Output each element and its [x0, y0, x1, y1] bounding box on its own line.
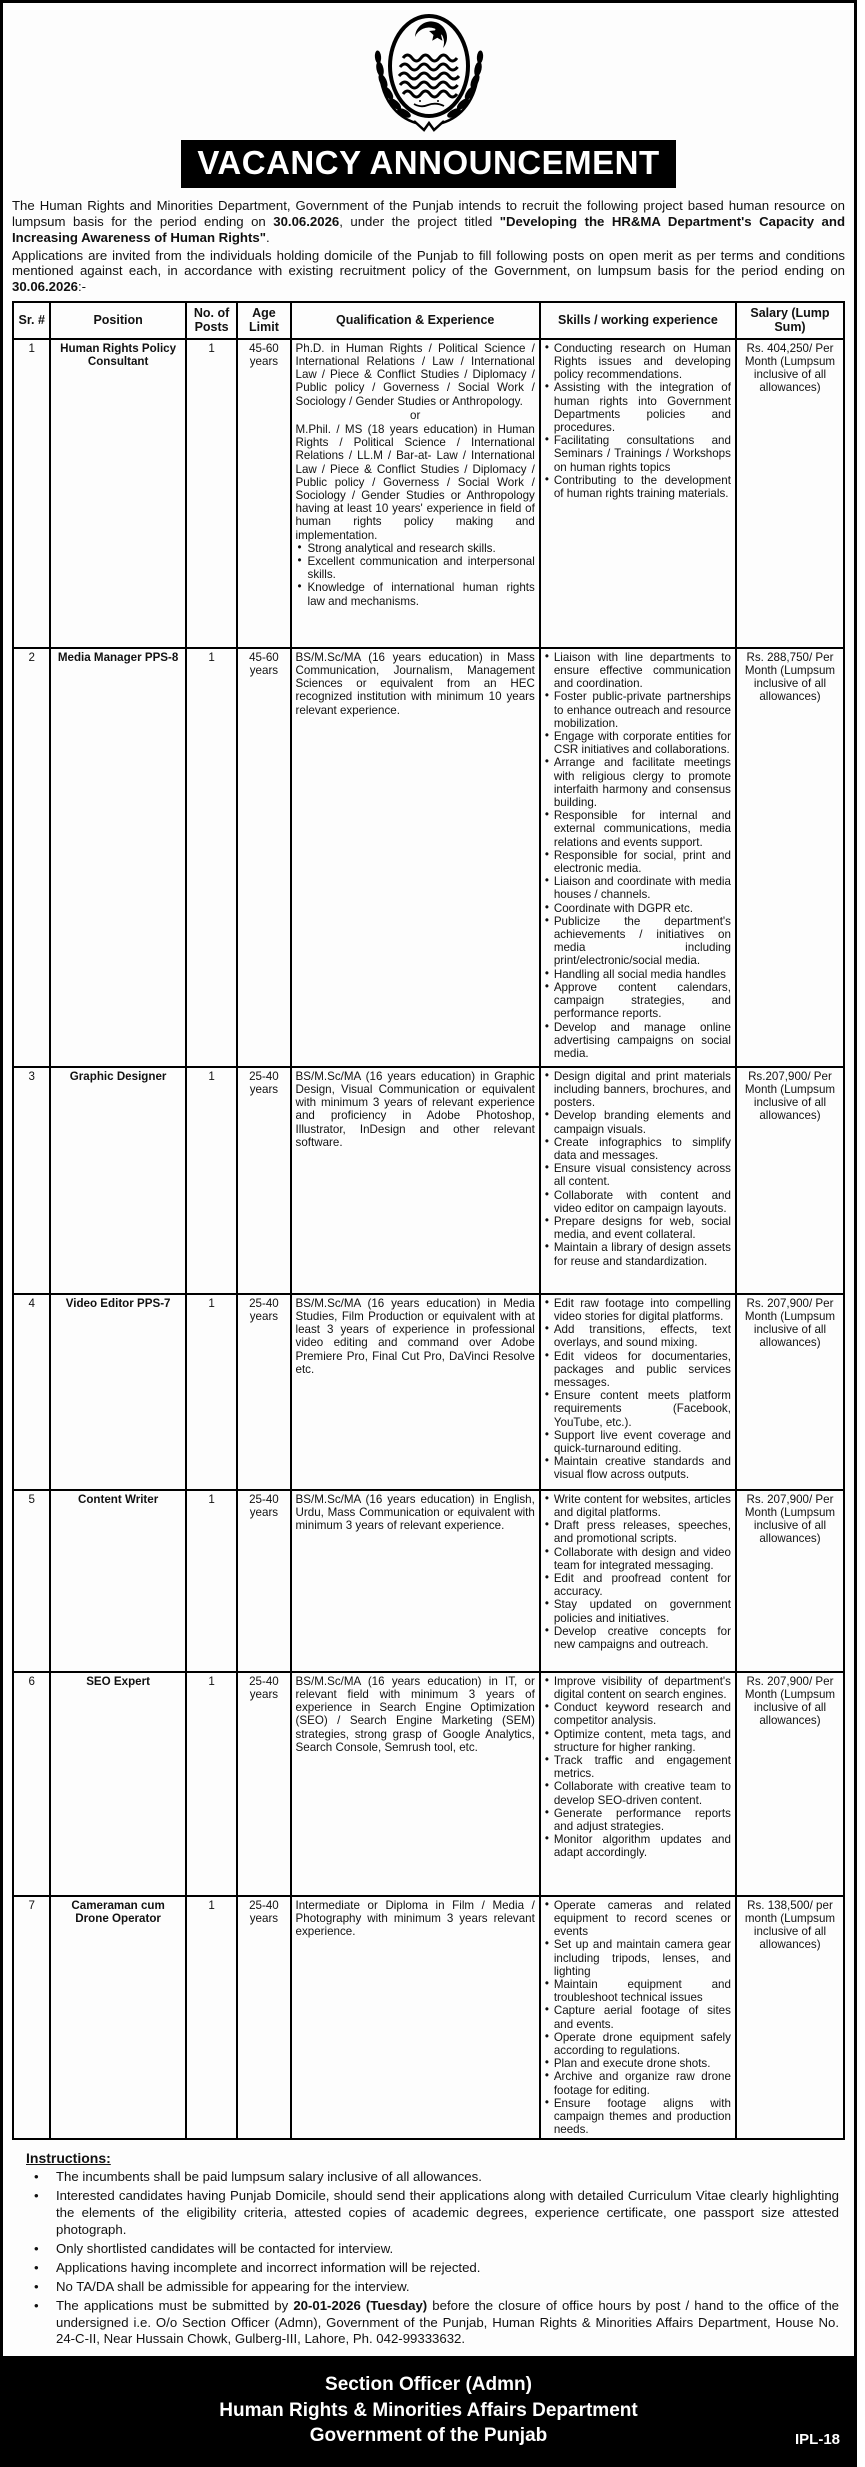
skill-bullet: • Generate performance reports and adjust strategies. [545, 1807, 731, 1833]
skill-bullet: • Monitor algorithm updates and adapt accordingly. [545, 1833, 731, 1859]
skills-list [545, 342, 731, 500]
skill-bullet: • Engage with corporate entities for CSR initiatives and collaborations. [545, 730, 731, 756]
skill-bullet: • Archive and organize raw drone footage for editing. [545, 2070, 731, 2096]
page-title: VACANCY ANNOUNCEMENT [181, 140, 675, 188]
cell-skills [540, 339, 736, 648]
table-body [13, 339, 844, 2140]
cell-salary: Rs. 207,900/ Per Month (Lumpsum inclusive of all allowances) [736, 1490, 844, 1672]
skill-bullet: • Ensure visual consistency across all content. [545, 1162, 731, 1188]
cell-age: 25-40 years [237, 1896, 290, 2140]
skill-bullet: • Prepare designs for web, social media, and event collateral. [545, 1215, 731, 1241]
cell-qualification [291, 1896, 540, 2140]
footer-lines [219, 2372, 637, 2449]
cell-position: Content Writer [50, 1490, 185, 1672]
cell-position: SEO Expert [50, 1672, 185, 1896]
text: . [265, 229, 270, 245]
cell-qualification [291, 339, 540, 648]
cell-skills [540, 1672, 736, 1896]
cell-sr: 2 [13, 648, 50, 1067]
cell-salary: Rs. 207,900/ Per Month (Lumpsum inclusive of all allowances) [736, 1294, 844, 1490]
crest-wrap [12, 11, 845, 138]
instruction-item [26, 2169, 839, 2186]
text: Applications are invited from the individuals holding domicile of the Punjab to fill following posts on open merit as per terms and conditions mentioned against each, in accordance with existing recruitment policy of the Government, on lumpsum basis for the period ending on [12, 247, 845, 279]
cell-age: 45-60 years [237, 648, 290, 1067]
skill-bullet: • Ensure content meets platform requirements (Facebook, YouTube, etc.). [545, 1389, 731, 1429]
skill-bullet: • Approve content calendars, campaign strategies, and performance reports. [545, 981, 731, 1021]
cell-sr: 7 [13, 1896, 50, 2140]
skill-bullet: • Edit videos for documentaries, packages and public services messages. [545, 1350, 731, 1390]
cell-posts: 1 [186, 648, 238, 1067]
skill-bullet: • Foster public-private partnerships to enhance outreach and resource mobilization. [545, 690, 731, 730]
cell-qualification [291, 1672, 540, 1896]
skill-bullet: • Collaborate with creative team to develop SEO-driven content. [545, 1780, 731, 1806]
qualification-paragraph: BS/M.Sc/MA (16 years education) in English, Urdu, Mass Communication or equivalent with minimum 3 years of relevant experience. [295, 1492, 535, 1533]
cell-skills [540, 1067, 736, 1294]
skill-bullet: • Contributing to the development of human rights training materials. [545, 474, 731, 500]
skill-bullet: • Publicize the department's achievements / initiatives on media including print/electronic/social media. [545, 915, 731, 968]
instructions-section [26, 2150, 845, 2348]
text: Applications having incomplete and incorrect information will be rejected. [56, 2259, 481, 2275]
text: :- [78, 279, 87, 295]
cell-salary: Rs. 207,900/ Per Month (Lumpsum inclusive of all allowances) [736, 1672, 844, 1896]
intro-paragraph [12, 248, 845, 296]
qualification-paragraph: BS/M.Sc/MA (16 years education) in Graphic Design, Visual Communication or equivalent with minimum 3 years of relevant experience and proficiency in Adobe Photoshop, Illustrator, InDesign and other relevant software. [295, 1069, 535, 1149]
skill-bullet: • Maintain equipment and troubleshoot technical issues [545, 1978, 731, 2004]
instruction-item [26, 2188, 839, 2239]
footer-band [3, 2356, 854, 2464]
skill-bullet: • Assisting with the integration of human rights into Government Departments policies and procedures. [545, 381, 731, 434]
cell-posts: 1 [186, 1672, 238, 1896]
table-row [13, 339, 844, 648]
col-header-qualification: Qualification & Experience [291, 302, 540, 339]
text: Interested candidates having Punjab Domicile, should send their applications along with detailed Curriculum Vitae clearly highlighting the elements of the eligibility criteria, attested copies of academic degrees, experience certificate, one passport size attested photograph. [56, 2188, 839, 2238]
cell-sr: 6 [13, 1672, 50, 1896]
skill-bullet: • Maintain creative standards and visual flow across outputs. [545, 1455, 731, 1481]
skill-bullet: • Write content for websites, articles and digital platforms. [545, 1493, 731, 1519]
skills-list [545, 1899, 731, 2137]
skill-bullet: • Liaison with line departments to ensure effective communication and coordination. [545, 651, 731, 691]
river-waves [399, 55, 459, 97]
skill-bullet: • Operate drone equipment safely according to regulations. [545, 2031, 731, 2057]
bold-text: 30.06.2026 [273, 213, 340, 229]
instruction-item [26, 2241, 839, 2258]
text: The applications must be submitted by [56, 2297, 294, 2313]
skill-bullet: • Capture aerial footage of sites and events. [545, 2004, 731, 2030]
qualification-paragraph: BS/M.Sc/MA (16 years education) in IT, or relevant field with minimum 3 years of experience in Search Engine Optimization (SEO) / Search Engine Marketing (SEM) strategies, strong grasp of Google Analytics, Search Console, Semrush tool, etc. [295, 1674, 535, 1754]
skill-bullet: • Develop branding elements and campaign visuals. [545, 1109, 731, 1135]
instructions-heading: Instructions: [26, 2150, 111, 2167]
table-header-row [13, 302, 844, 339]
skill-bullet: • Maintain a library of design assets for reuse and standardization. [545, 1241, 731, 1267]
vacancy-table [12, 301, 845, 2140]
table-row [13, 1490, 844, 1672]
punjab-government-crest-icon [354, 11, 504, 133]
cell-sr: 4 [13, 1294, 50, 1490]
cell-posts: 1 [186, 1294, 238, 1490]
instruction-item [26, 2298, 839, 2349]
footer-line: Section Officer (Admn) [325, 2373, 532, 2395]
cell-salary: Rs. 288,750/ Per Month (Lumpsum inclusive of all allowances) [736, 648, 844, 1067]
cell-position: Video Editor PPS-7 [50, 1294, 185, 1490]
skill-bullet: • Stay updated on government policies and initiatives. [545, 1598, 731, 1624]
cell-position: Graphic Designer [50, 1067, 185, 1294]
skill-bullet: • Draft press releases, speeches, and promotional scripts. [545, 1519, 731, 1545]
cell-qualification [291, 1067, 540, 1294]
cell-position: Media Manager PPS-8 [50, 648, 185, 1067]
cell-posts: 1 [186, 1067, 238, 1294]
skill-bullet: • Ensure footage aligns with campaign themes and production needs. [545, 2097, 731, 2137]
bold-text: "Developing the HR&MA Department's Capacity and Increasing Awareness of Human Rights" [12, 213, 846, 245]
skill-bullet: • Operate cameras and related equipment to record scenes or events [545, 1899, 731, 1939]
qualification-bullet: • Knowledge of international human rights law and mechanisms. [296, 581, 535, 607]
skill-bullet: • Collaborate with design and video team for integrated messaging. [545, 1546, 731, 1572]
skill-bullet: • Improve visibility of department's digital content on search engines. [545, 1675, 731, 1701]
cell-posts: 1 [186, 1896, 238, 2140]
skill-bullet: • Responsible for social, print and electronic media. [545, 849, 731, 875]
text: Only shortlisted candidates will be contacted for interview. [56, 2241, 394, 2257]
qualification-paragraph: BS/M.Sc/MA (16 years education) in Mass Communication, Journalism, Management Sciences or equivalent from an HEC recognized institution with minimum 10 years relevant experience. [295, 650, 535, 717]
skill-bullet: • Set up and maintain camera gear including tripods, lenses, and lighting [545, 1938, 731, 1978]
skill-bullet: • Arrange and facilitate meetings with religious clergy to promote interfaith harmony and consensus building. [545, 756, 731, 809]
col-header-position: Position [50, 302, 185, 339]
skills-list [545, 1297, 731, 1482]
col-header-sr: Sr. # [13, 302, 50, 339]
table-row [13, 1067, 844, 1294]
cell-sr: 1 [13, 339, 50, 648]
skill-bullet: • Develop and manage online advertising campaigns on social media. [545, 1021, 731, 1061]
text: The incumbents shall be paid lumpsum salary inclusive of all allowances. [56, 2169, 482, 2185]
bold-text: 20-01-2026 (Tuesday) [293, 2297, 428, 2313]
skill-bullet: • Facilitating consultations and Seminars / Trainings / Workshops on human rights topics [545, 434, 731, 474]
skill-bullet: • Track traffic and engagement metrics. [545, 1754, 731, 1780]
skills-list [545, 1675, 731, 1860]
skills-list [545, 651, 731, 1060]
table-row [13, 1672, 844, 1896]
col-header-salary: Salary (Lump Sum) [736, 302, 844, 339]
cell-salary: Rs. 138,500/ per month (Lumpsum inclusive of all allowances) [736, 1896, 844, 2140]
skill-bullet: • Optimize content, meta tags, and structure for higher ranking. [545, 1728, 731, 1754]
skills-list [545, 1070, 731, 1268]
qualification-bullet: • Excellent communication and interpersonal skills. [296, 555, 535, 581]
text: before the closure of office hours by post / hand to the office of the undersigned i.e. O/o Section Officer (Admn), Government of the Punjab, Human Rights & Minorities Affairs Department, House No. 24-C-II, Near Hussain Chowk, Gulberg-III, Lahore, Ph. 042-99333632. [56, 2297, 840, 2347]
col-header-skills: Skills / working experience [540, 302, 736, 339]
cell-age: 25-40 years [237, 1294, 290, 1490]
skill-bullet: • Responsible for internal and external communications, media relations and events support. [545, 809, 731, 849]
skill-bullet: • Handling all social media handles [545, 968, 731, 981]
table-row [13, 1896, 844, 2140]
skill-bullet: • Collaborate with content and video editor on campaign layouts. [545, 1189, 731, 1215]
cell-position: Human Rights Policy Consultant [50, 339, 185, 648]
instruction-item [26, 2260, 839, 2277]
skill-bullet: • Conducting research on Human Rights issues and developing policy recommendations. [545, 342, 731, 382]
cell-age: 25-40 years [237, 1067, 290, 1294]
col-header-age: Age Limit [237, 302, 290, 339]
skill-bullet: • Plan and execute drone shots. [545, 2057, 731, 2070]
cell-salary: Rs.207,900/ Per Month (Lumpsum inclusive of all allowances) [736, 1067, 844, 1294]
cell-qualification [291, 1294, 540, 1490]
skill-bullet: • Edit raw footage into compelling video stories for digital platforms. [545, 1297, 731, 1323]
qualification-or: or [410, 408, 421, 422]
cell-position: Cameraman cum Drone Operator [50, 1896, 185, 2140]
skill-bullet: • Design digital and print materials including banners, brochures, and posters. [545, 1070, 731, 1110]
skill-bullet: • Develop creative concepts for new campaigns and outreach. [545, 1625, 731, 1651]
qualification-paragraph: Ph.D. in Human Rights / Political Science / International Relations / Law / International Law / Piece & Conflict Studies / Diplomacy / Public policy / Governess / Social Work / Sociology / Gender Studies or Anthropology. [295, 341, 535, 408]
cell-age: 45-60 years [237, 339, 290, 648]
bold-text: 30.06.2026 [12, 279, 79, 295]
cell-skills [540, 1896, 736, 2140]
cell-posts: 1 [186, 339, 238, 648]
qualification-paragraph: Intermediate or Diploma in Film / Media / Photography with minimum 3 years relevant experience. [295, 1898, 535, 1939]
text: No TA/DA shall be admissible for appearing for the interview. [56, 2278, 410, 2294]
instructions-list [26, 2169, 845, 2348]
footer-code: IPL-18 [794, 2431, 840, 2449]
cell-posts: 1 [186, 1490, 238, 1672]
skill-bullet: • Liaison and coordinate with media houses / channels. [545, 875, 731, 901]
table-row [13, 648, 844, 1067]
skill-bullet: • Conduct keyword research and competitor analysis. [545, 1701, 731, 1727]
cell-skills [540, 648, 736, 1067]
cell-sr: 3 [13, 1067, 50, 1294]
text: , under the project titled [339, 213, 500, 229]
instruction-item [26, 2279, 839, 2296]
skills-list [545, 1493, 731, 1651]
qualification-bullets [296, 542, 535, 608]
cell-age: 25-40 years [237, 1490, 290, 1672]
skill-bullet: • Edit and proofread content for accuracy. [545, 1572, 731, 1598]
qualification-paragraph: BS/M.Sc/MA (16 years education) in Media Studies, Film Production or equivalent with at least 3 years of experience in professional video editing and command over Adobe Premiere Pro, Final Cut Pro, DaVinci Resolve etc. [295, 1296, 535, 1376]
qualification-bullet: • Strong analytical and research skills. [296, 542, 535, 555]
cell-skills [540, 1294, 736, 1490]
footer-line: Government of the Punjab [309, 2425, 548, 2447]
skill-bullet: • Create infographics to simplify data and messages. [545, 1136, 731, 1162]
cell-qualification [291, 648, 540, 1067]
intro [12, 198, 845, 295]
cell-salary: Rs. 404,250/ Per Month (Lumpsum inclusive of all allowances) [736, 339, 844, 648]
text: The Human Rights and Minorities Department, Government of the Punjab intends to recruit the following project based human resource on lumpsum basis for the period ending on [12, 198, 845, 229]
cell-skills [540, 1490, 736, 1672]
cell-sr: 5 [13, 1490, 50, 1672]
table-row [13, 1294, 844, 1490]
cell-qualification [291, 1490, 540, 1672]
skill-bullet: • Coordinate with DGPR etc. [545, 902, 731, 915]
qualification-paragraph: M.Phil. / MS (18 years education) in Human Rights / Political Science / International Relations / LL.M / Bar-at- Law / International Law / Piece & Conflict Studies / Diplomacy / Public policy / Governess / Social Work / Sociology / Gender Studies or Anthropology having at least 10 years' experience in field of human rights policy making and implementation. [295, 423, 535, 542]
intro-paragraph [12, 198, 845, 246]
footer-line: Human Rights & Minorities Affairs Department [219, 2399, 638, 2421]
skill-bullet: • Add transitions, effects, text overlays, and sound mixing. [545, 1323, 731, 1349]
skill-bullet: • Support live event coverage and quick-turnaround editing. [545, 1429, 731, 1455]
cell-age: 25-40 years [237, 1672, 290, 1896]
col-header-posts: No. of Posts [186, 302, 238, 339]
